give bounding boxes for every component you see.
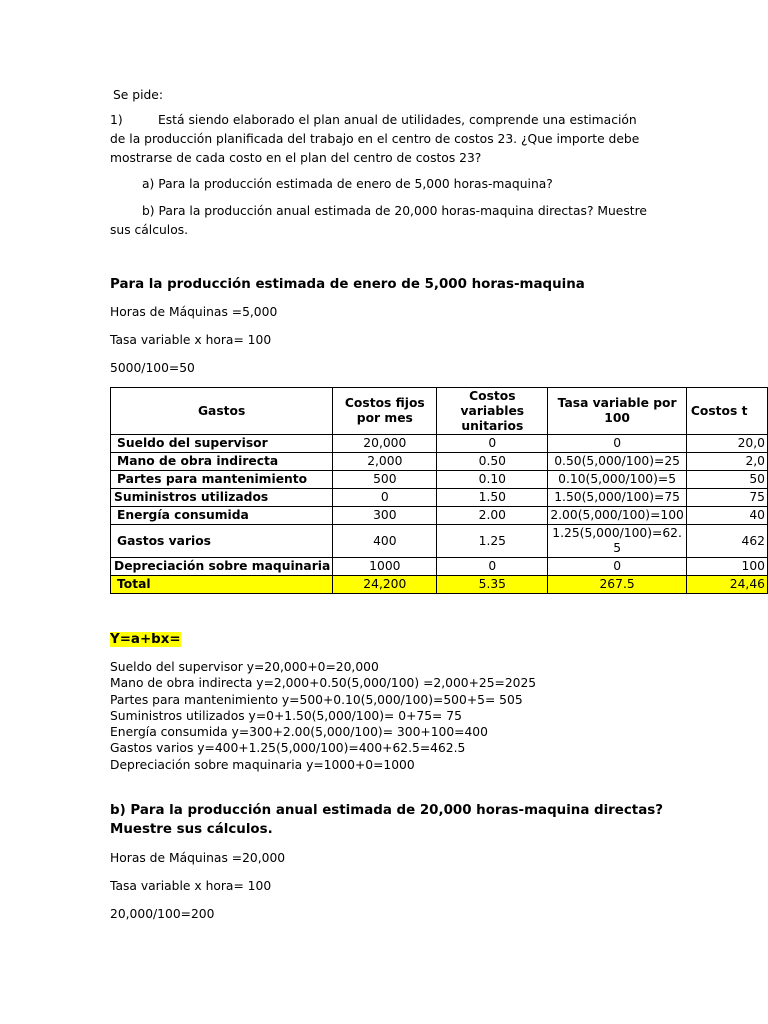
row-fixed-cost: 0 <box>333 489 437 507</box>
question-b-text: b) Para la producción anual estimada de 20,000 horas-maquina directas? Muestre sus cálculos. <box>110 204 647 237</box>
table-row <box>111 507 768 525</box>
total-label: Total <box>111 576 333 594</box>
row-concept: Partes para mantenimiento <box>111 471 333 489</box>
row-variable-rate: 0 <box>548 435 687 453</box>
table-row <box>111 525 768 558</box>
row-variable-rate: 0.10(5,000/100)=5 <box>548 471 687 489</box>
header-costos-fijos: Costos fijos por mes <box>333 388 437 435</box>
row-fixed-cost: 500 <box>333 471 437 489</box>
row-variable-rate: 0.50(5,000/100)=25 <box>548 453 687 471</box>
total-fixed-cost: 24,200 <box>333 576 437 594</box>
row-total-cost: 100 <box>686 558 767 576</box>
question-1-number: 1) <box>110 113 123 127</box>
list-item: Depreciación sobre maquinaria y=1000+0=1000 <box>110 757 415 772</box>
row-unit-variable: 1.50 <box>437 489 548 507</box>
row-total-cost: 462 <box>686 525 767 558</box>
cost-table <box>110 387 768 594</box>
row-total-cost: 2,0 <box>686 453 767 471</box>
row-fixed-cost: 400 <box>333 525 437 558</box>
row-concept: Sueldo del supervisor <box>111 435 333 453</box>
formula-highlight: Y=a+bx= <box>110 632 181 647</box>
row-variable-rate: 0 <box>548 558 687 576</box>
row-variable-rate: 1.50(5,000/100)=75 <box>548 489 687 507</box>
row-fixed-cost: 300 <box>333 507 437 525</box>
section-b-hours: Horas de Máquinas =20,000 <box>110 851 286 865</box>
se-pide-label: Se pide: <box>113 88 164 102</box>
row-variable-rate: 1.25(5,000/100)=62.5 <box>548 525 687 558</box>
list-item: Suministros utilizados y=0+1.50(5,000/100)= 0+75= 75 <box>110 708 462 723</box>
row-concept: Energía consumida <box>111 507 333 525</box>
row-fixed-cost: 20,000 <box>333 435 437 453</box>
row-concept: Depreciación sobre maquinaria <box>111 558 333 576</box>
table-row <box>111 558 768 576</box>
row-total-cost: 20,0 <box>686 435 767 453</box>
row-unit-variable: 2.00 <box>437 507 548 525</box>
row-fixed-cost: 1000 <box>333 558 437 576</box>
section-b-rate: Tasa variable x hora= 100 <box>110 879 272 893</box>
row-unit-variable: 1.25 <box>437 525 548 558</box>
question-1-text: Está siendo elaborado el plan anual de utilidades, comprende una estimación de la producción planificada del trabajo en el centro de costos 23. ¿Que importe debe mostrarse de cada costo en el plan del centro de costos 23? <box>110 113 640 165</box>
row-unit-variable: 0.10 <box>437 471 548 489</box>
row-concept: Suministros utilizados <box>111 489 333 507</box>
table-row <box>111 471 768 489</box>
equation-list <box>110 659 536 773</box>
row-unit-variable: 0.50 <box>437 453 548 471</box>
list-item: Energía consumida y=300+2.00(5,000/100)= 300+100=400 <box>110 725 488 740</box>
table-row <box>111 435 768 453</box>
row-unit-variable: 0 <box>437 558 548 576</box>
list-item: Partes para mantenimiento y=500+0.10(5,000/100)=500+5= 505 <box>110 692 523 707</box>
formula-heading <box>110 630 181 649</box>
header-tasa-variable: Tasa variable por 100 <box>548 388 687 435</box>
section-a-heading: Para la producción estimada de enero de 5,000 horas-maquina <box>110 277 585 292</box>
list-item: Sueldo del supervisor y=20,000+0=20,000 <box>110 660 379 674</box>
question-b <box>110 202 650 240</box>
row-total-cost: 75 <box>686 489 767 507</box>
question-a: a) Para la producción estimada de enero de 5,000 horas-maquina? <box>142 177 553 191</box>
total-unit-variable: 5.35 <box>437 576 548 594</box>
row-concept: Mano de obra indirecta <box>111 453 333 471</box>
section-a-hours: Horas de Máquinas =5,000 <box>110 305 278 319</box>
header-costos-totales: Costos t <box>686 388 767 435</box>
row-variable-rate: 2.00(5,000/100)=100 <box>548 507 687 525</box>
table-total-row <box>111 576 768 594</box>
row-concept: Gastos varios <box>111 525 333 558</box>
section-b-heading: b) Para la producción anual estimada de 20,000 horas-maquina directas? Muestre sus cálculos. <box>110 803 663 837</box>
table-row <box>111 453 768 471</box>
row-unit-variable: 0 <box>437 435 548 453</box>
header-costos-variables: Costos variables unitarios <box>437 388 548 435</box>
section-a-division: 5000/100=50 <box>110 361 195 375</box>
list-item: Gastos varios y=400+1.25(5,000/100)=400+62.5=462.5 <box>110 741 466 756</box>
header-gastos: Gastos <box>111 388 333 435</box>
section-a-rate: Tasa variable x hora= 100 <box>110 333 272 347</box>
section-b-division: 20,000/100=200 <box>110 907 215 921</box>
question-1 <box>110 111 655 168</box>
row-fixed-cost: 2,000 <box>333 453 437 471</box>
row-total-cost: 50 <box>686 471 767 489</box>
total-total-cost: 24,46 <box>686 576 767 594</box>
total-variable-rate: 267.5 <box>548 576 687 594</box>
table-header-row <box>111 388 768 435</box>
row-total-cost: 40 <box>686 507 767 525</box>
table-row <box>111 489 768 507</box>
list-item: Mano de obra indirecta y=2,000+0.50(5,000/100) =2,000+25=2025 <box>110 676 537 691</box>
